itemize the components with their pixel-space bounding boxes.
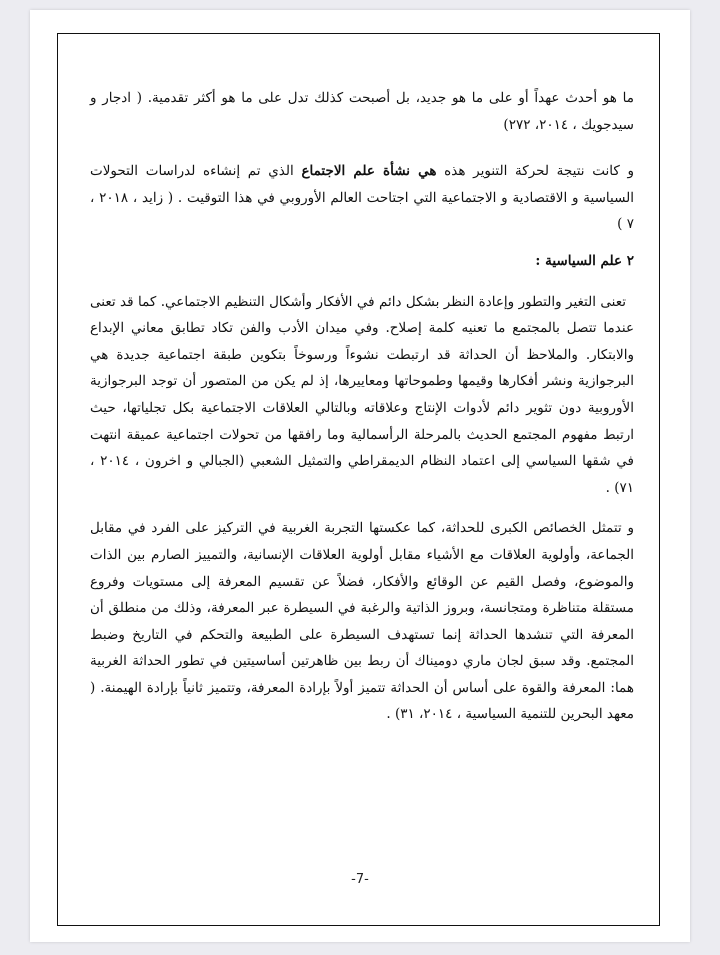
paragraph-2-part-2: الذي تم إنشاءه لدراسات التحولات السياسية و الاقتصادية و الاجتماعية التي اجتاحت العالم الأوروبي في هذا التوقيت . ( زايد ، ٢٠١٨ ، ٧ ) [90,163,634,233]
document-page [30,10,690,942]
page-number: -7- [351,872,369,887]
paragraph-3: تعنى التغير والتطور وإعادة النظر بشكل دائم في الأفكار وأشكال التنظيم الاجتماعي. كما قد تعنى عندما تتصل بالمجتمع ما تعنيه كلمة إصلاح. وفي ميدان الأدب والفن تكاد تطابق معاني الإبداع والابتكار. والملاحظ أن الحداثة قد ارتبطت نشوءاً ورسوخاً بتكوين طبقة اجتماعية جديدة هي البرجوازية ونشر أفكارها وقيمها وطموحاتها ومعاييرها، إذ لم يكن من المتصور أن توجد البرجوازية الأوروبية دون تثوير دائم لأدوات الإنتاج وعلاقاته وبالتالي العلاقات الاجتماعية بكل تجلياتها، حيث ارتبط مفهوم المجتمع الحديث بالمرحلة الرأسمالية وما رافقها من تحولات اجتماعية عميقة انتهت في شقها السياسي إلى اعتماد النظام الديمقراطي والتمثيل الشعبي (الجبالي و اخرون ، ٢٠١٤ ، ٧١) . [90,293,634,496]
paragraph-1: ما هو أحدث عهداً أو على ما هو جديد، بل أصبحت كذلك تدل على ما هو أكثر تقدمية. ( ادجار و سيدجويك ، ٢٠١٤، ٢٧٢) [90,90,634,133]
paragraph-2-bold: هي نشأة علم الاجتماع [301,163,437,180]
section-heading: ٢ علم السياسية : [535,252,634,269]
paragraph-2-part-1: و كانت نتيجة لحركة التنوير هذه [436,163,634,180]
document-body [90,85,634,728]
paragraph-2 [90,158,634,238]
paragraph-4: و تتمثل الخصائص الكبرى للحداثة، كما عكستها التجربة الغربية في التركيز على الفرد في مقابل الجماعة، وأولوية العلاقات مع الأشياء مقابل أولوية العلاقات الإنسانية، والتمييز الصارم بين الذات والموضوع، وفصل القيم عن الوقائع والأفكار، فضلاً عن تقسيم المعرفة إلى مستويات وفروع مستقلة متناظرة ومتجانسة، وبروز الذاتية والرغبة في السيطرة عبر المعرفة، وذلك من منطلق أن المعرفة التي تنشدها الحداثة إنما تستهدف السيطرة على الطبيعة والتحكم في التاريخ وضبط المجتمع. وقد سبق لجان ماري دوميناك أن ربط بين ظاهرتين أساسيتين في تطور الحداثة الغربية هما: المعرفة والقوة على أساس أن الحداثة تتميز أولاً بإرادة المعرفة، وتتميز ثانياً بإرادة الهيمنة. ( معهد البحرين للتنمية السياسية ، ٢٠١٤، ٣١) . [90,520,634,723]
